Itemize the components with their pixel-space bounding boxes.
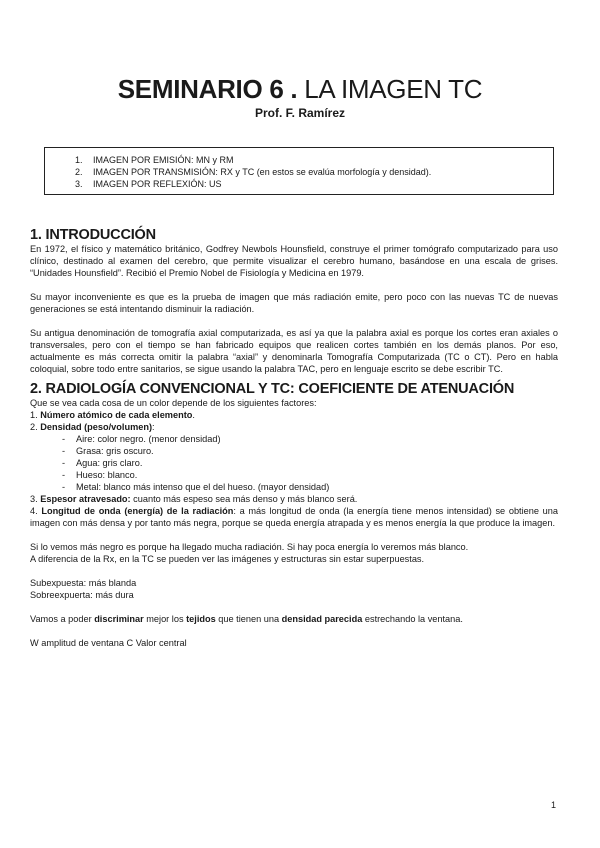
list-item: - Hueso: blanco.: [62, 469, 558, 481]
list-item: - Grasa: gris oscuro.: [62, 445, 558, 457]
list-item: - Aire: color negro. (menor densidad): [62, 433, 558, 445]
factor-item: [30, 493, 558, 505]
density-list: [30, 433, 558, 493]
text-run: que tienen una: [215, 614, 282, 624]
paragraph: Sobreexpuerta: más dura: [30, 590, 134, 600]
paragraph: Si lo vemos más negro es porque ha llegado mucha radiación. Si hay poca energía lo veremos más blanco.: [30, 542, 469, 552]
summary-item: 3. IMAGEN POR REFLEXIÓN: US: [85, 178, 553, 190]
factor-number: 3.: [30, 494, 41, 504]
factor-title: Espesor atravesado:: [40, 494, 131, 504]
paragraph: Su mayor inconveniente es que es la prueba de imagen que más radiación emite, pero poco con las nuevas TC de nuevas generaciones se está intentando disminuir la radiación.: [30, 292, 558, 314]
section-heading-intro: 1. INTRODUCCIÓN: [30, 227, 156, 243]
summary-box: [44, 147, 554, 195]
paragraph: Su antigua denominación de tomografía axial computarizada, es así ya que la palabra axial es porque los cortes eran axiales o transversales, pero con el tiempo se han fabricado equipos que realicen cortes también en los demás planos. Por eso, actualmente es más correcta omitir la palabra “axial” y denominarla Tomografía Computarizada (TC o CT). Pero en habla coloquial, sobre todo entre sanitarios, se sigue usando la palabra TAC, pero en lenguaje escrito se debe escribir TC.: [30, 328, 558, 374]
page-title: [0, 74, 600, 104]
text-run-bold: tejidos: [186, 614, 216, 624]
paragraph: W amplitud de ventana C Valor central: [30, 638, 187, 648]
factor-item: [30, 505, 558, 529]
text-run-bold: discriminar: [94, 614, 144, 624]
factor-number: 2.: [30, 422, 41, 432]
text-run-bold: densidad parecida: [281, 614, 363, 624]
list-item: - Agua: gris claro.: [62, 457, 558, 469]
factor-title: Densidad (peso/volumen): [40, 422, 153, 432]
factor-title: Número atómico de cada elemento: [40, 410, 193, 420]
factor-item: [30, 409, 558, 421]
text-run: mejor los: [143, 614, 187, 624]
factor-text: :: [152, 422, 155, 432]
factor-text: : a más longitud de onda (la energía tiene menos intensidad) se obtiene una imagen con más densa y por tanto más negra, porque se queda energía atrapada y es menos energía la que produce la imagen.: [30, 506, 558, 528]
factor-number: 4.: [30, 506, 42, 516]
paragraph: En 1972, el físico y matemático británico, Godfrey Newbols Hounsfield, construye el primer tomógrafo computarizado para uso clínico, destinado al examen del cerebro, que permite visualizar el cerebro humano, basándose en una escala de grises. “Unidades Hounsfield”. Recibió el Premio Nobel de Fisiología y Medicina en 1979.: [30, 244, 558, 278]
list-item: - Metal: blanco más intenso que el del hueso. (mayor densidad): [62, 481, 558, 493]
title-bold: SEMINARIO 6 .: [117, 74, 298, 104]
summary-list: [65, 154, 553, 190]
factor-text: cuanto más espeso sea más denso y más blanco será.: [130, 494, 358, 504]
section-heading-attenuation: 2. RADIOLOGÍA CONVENCIONAL Y TC: COEFICIENTE DE ATENUACIÓN: [30, 381, 515, 397]
title-light: LA IMAGEN TC: [304, 74, 483, 104]
paragraph: [30, 613, 558, 625]
summary-item: 1. IMAGEN POR EMISIÓN: MN y RM: [85, 154, 553, 166]
author: Prof. F. Ramírez: [254, 106, 346, 120]
page-number: 1: [550, 800, 556, 810]
factor-number: 1.: [30, 410, 41, 420]
paragraph: Subexpuesta: más blanda: [30, 578, 137, 588]
factor-text: .: [192, 410, 195, 420]
summary-item: 2. IMAGEN POR TRANSMISIÓN: RX y TC (en estos se evalúa morfología y densidad).: [85, 166, 553, 178]
text-run: Vamos a poder: [30, 614, 95, 624]
content: [30, 227, 558, 649]
paragraph: A diferencia de la Rx, en la TC se pueden ver las imágenes y estructuras sin estar superpuestas.: [30, 554, 425, 564]
factor-item: [30, 421, 558, 433]
paragraph: Que se vea cada cosa de un color depende de los siguientes factores:: [30, 398, 317, 408]
text-run: estrechando la ventana.: [362, 614, 463, 624]
factor-title: Longitud de onda (energía) de la radiación: [41, 506, 234, 516]
